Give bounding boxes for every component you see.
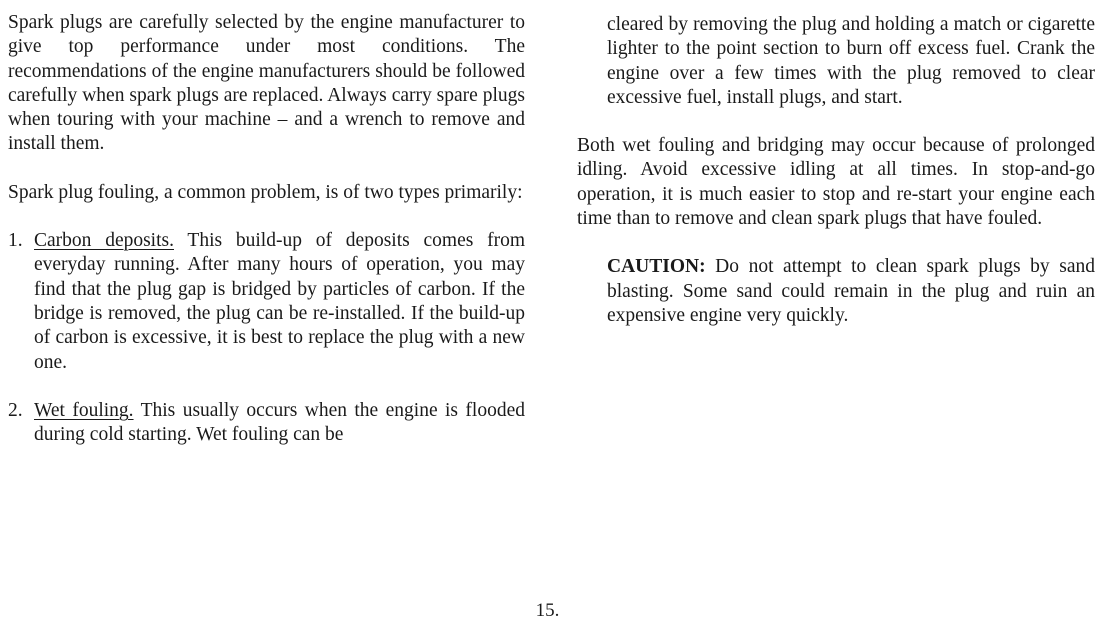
caution-label: CAUTION: — [607, 256, 706, 278]
paragraph-gap — [577, 231, 1095, 255]
paragraph-gap — [577, 110, 1095, 134]
right-column — [577, 13, 1095, 328]
paragraph-gap — [8, 205, 525, 229]
list-item-text: This usually occurs when the engine is flooded during cold starting. Wet fouling can be — [34, 399, 525, 446]
list-item-title: Wet fouling. — [34, 399, 134, 421]
list-item-wet-fouling — [8, 399, 525, 448]
caution-note — [577, 255, 1095, 328]
list-item-carbon-deposits — [8, 229, 525, 375]
paragraph-gap — [8, 157, 525, 181]
page-number: 15. — [535, 600, 560, 621]
wet-fouling-continuation: cleared by removing the plug and holding a match or cigarette lighter to the point section to burn off excess fuel. Crank the engine over a few times with the plug removed to clear excessive fuel, install plugs, and start. — [607, 14, 1095, 108]
intro-paragraph: Spark plugs are carefully selected by the engine manufacturer to give top performance under most conditions. The recommendations of the engine manufacturers should be followed carefully when spark plugs are replaced. Always carry spare plugs when touring with your machine – and a wrench to remove and install them. — [8, 12, 525, 155]
left-column — [8, 11, 525, 447]
caution-text: Do not attempt to clean spark plugs by sand blasting. Some sand could remain in the plug and ruin an expensive engine very quickly. — [607, 256, 1095, 326]
list-number: 1. — [8, 230, 23, 252]
list-item-text: This build-up of deposits comes from everyday running. After many hours of operation, you may find that the plug gap is bridged by particles of carbon. If the bridge is removed, the plug can be re-installed. If the build-up of carbon is excessive, it is best to replace the plug with a new one. — [34, 230, 526, 373]
paragraph-gap — [8, 375, 525, 399]
fouling-types-paragraph: Spark plug fouling, a common problem, is of two types primarily: — [8, 181, 523, 203]
list-item-title: Carbon deposits. — [34, 230, 174, 252]
list-number: 2. — [8, 399, 23, 421]
idling-paragraph: Both wet fouling and bridging may occur because of prolonged idling. Avoid excessive idling at all times. In stop-and-go operation, it is much easier to stop and re-start your engine each time than to remove and clean spark plugs that have fouled. — [577, 135, 1095, 230]
